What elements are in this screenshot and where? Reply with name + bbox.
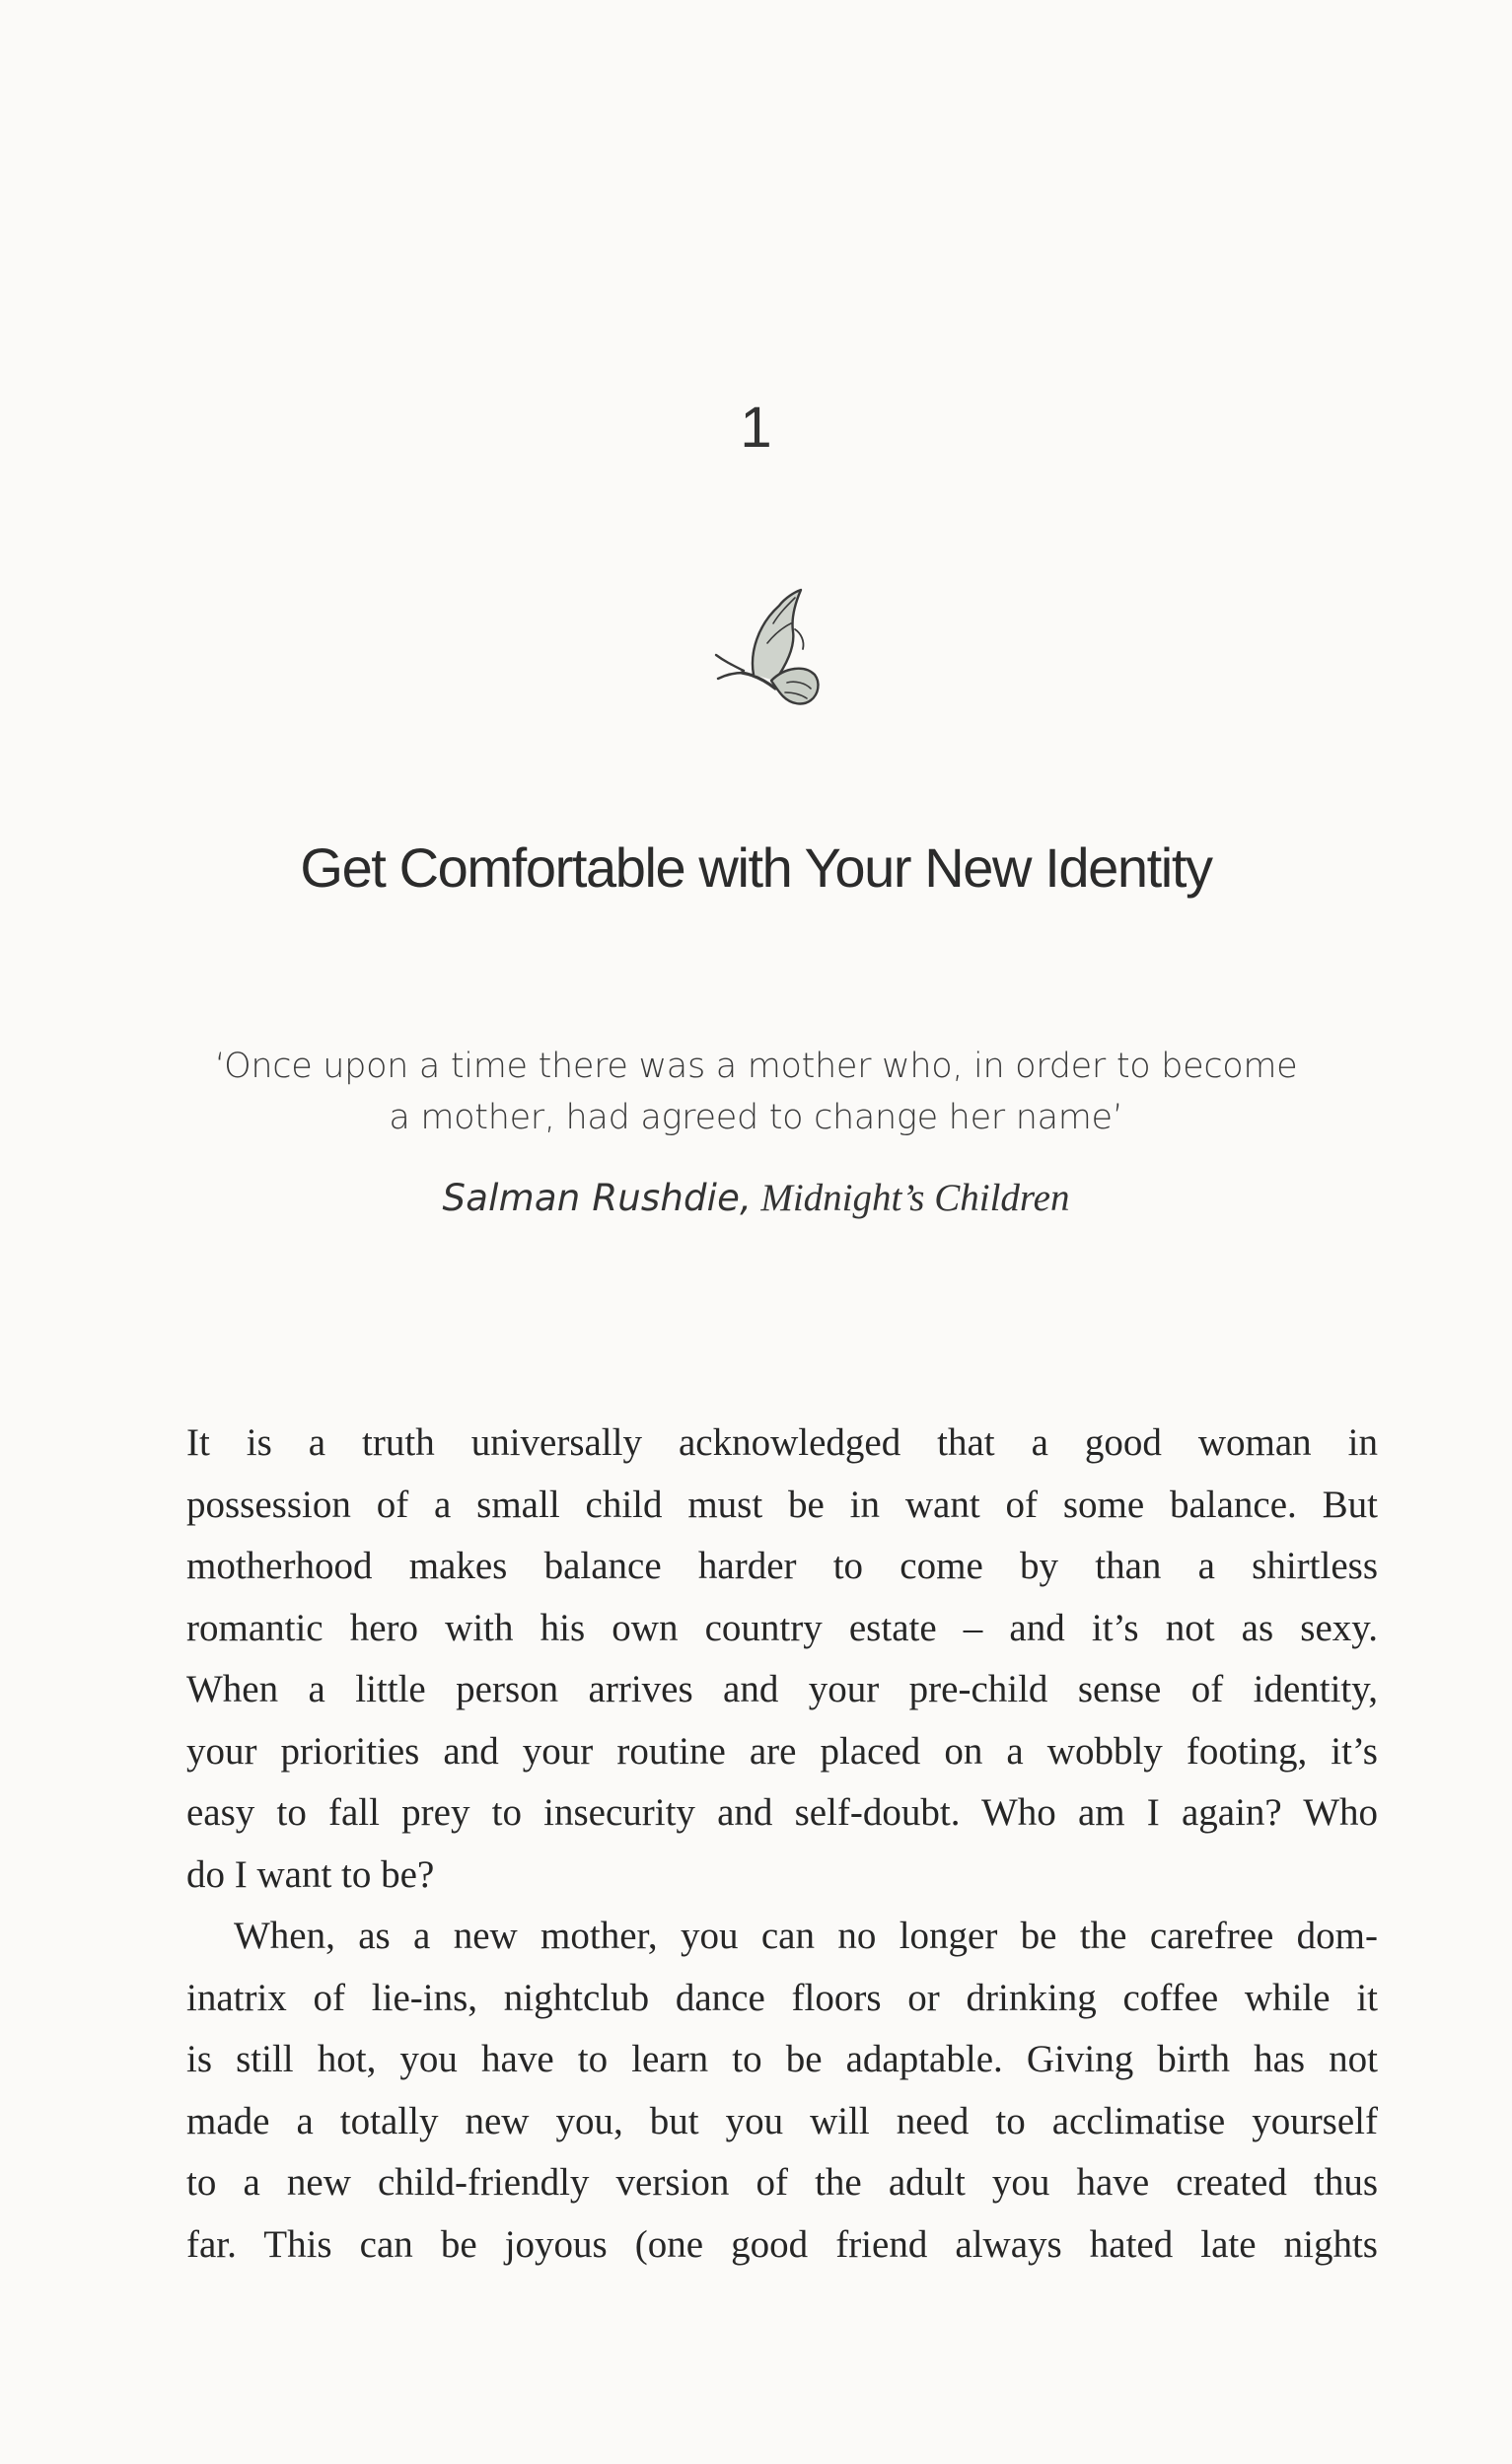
- text-line: romantic hero with his own country estate – and it’s not as sexy.: [186, 1606, 1378, 1649]
- text-line: possession of a small child must be in want of some balance. But: [186, 1483, 1378, 1526]
- text-line: made a totally new you, but you will need to acclimatise yourself: [186, 2099, 1378, 2142]
- text-line: far. This can be joyous (one good friend always hated late nights: [186, 2222, 1378, 2266]
- chapter-title: Get Comfortable with Your New Identity: [300, 836, 1212, 899]
- text-line: do I want to be?: [186, 1852, 435, 1896]
- text-line: When, as a new mother, you can no longer be the carefree dom-: [234, 1915, 1378, 1957]
- body-text: [186, 1413, 1378, 2276]
- text-line: motherhood makes balance harder to come by than a shirtless: [186, 1545, 1378, 1587]
- epigraph-work-title: Midnight’s Children: [760, 1177, 1070, 1219]
- epigraph-author: Salman Rushdie,: [442, 1177, 753, 1219]
- text-line: When a little person arrives and your pre-child sense of identity,: [186, 1668, 1378, 1710]
- text-line: to a new child-friendly version of the adult you have created thus: [186, 2161, 1378, 2204]
- text-line: your priorities and your routine are placed on a wobbly footing, it’s: [186, 1729, 1378, 1773]
- paragraph: [186, 1413, 1378, 1906]
- epigraph-attribution: [0, 1179, 1512, 1217]
- chapter-number: 1: [740, 396, 772, 460]
- text-line: inatrix of lie-ins, nightclub dance floors or drinking coffee while it: [186, 1976, 1378, 2019]
- epigraph-line: a mother, had agreed to change her name’: [389, 1098, 1123, 1137]
- butterfly-icon: [714, 584, 832, 712]
- paragraph: [186, 1906, 1378, 2276]
- text-line: easy to fall prey to insecurity and self-doubt. Who am I again? Who: [186, 1791, 1378, 1834]
- epigraph-line: ‘Once upon a time there was a mother who, in order to become: [214, 1047, 1298, 1086]
- text-line: is still hot, you have to learn to be adaptable. Giving birth has not: [186, 2038, 1378, 2080]
- epigraph-quote: [158, 1041, 1354, 1143]
- text-line: It is a truth universally acknowledged that a good woman in: [186, 1421, 1378, 1464]
